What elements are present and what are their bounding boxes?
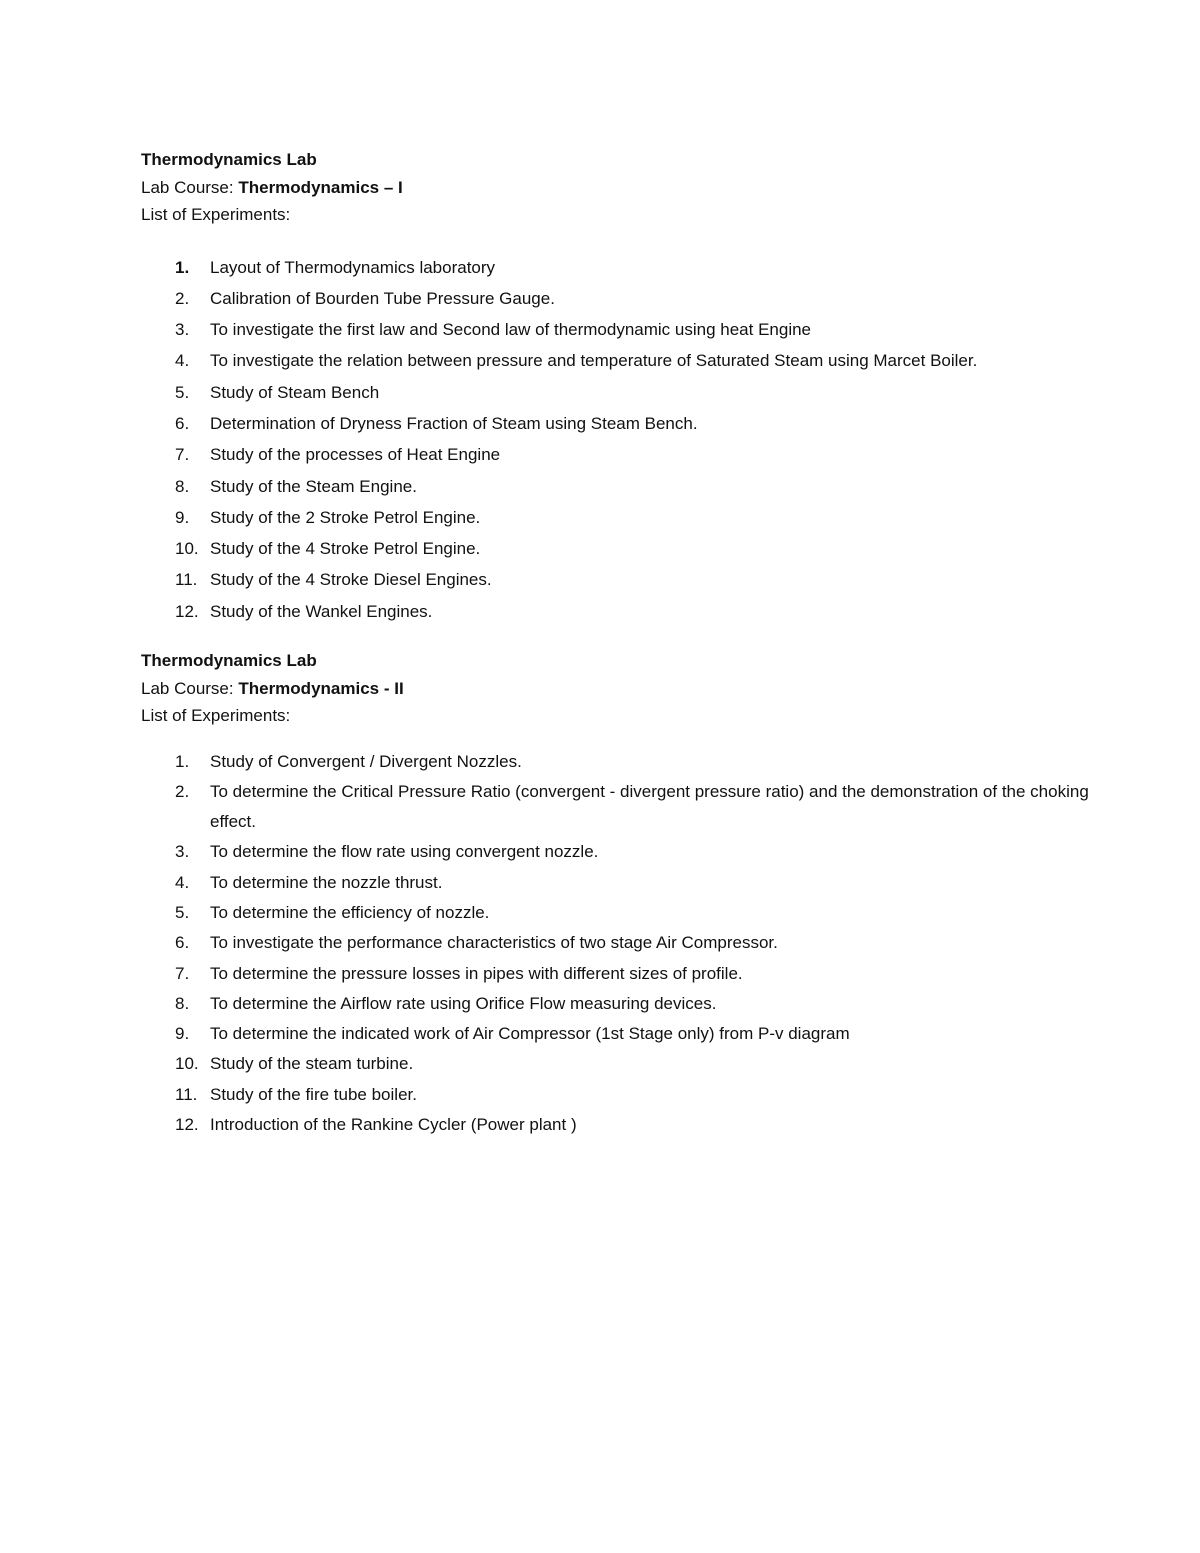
list-item <box>141 314 1101 345</box>
list-item <box>141 1110 1101 1140</box>
item-number: 5. <box>175 902 190 922</box>
item-number: 10. <box>175 1054 199 1074</box>
experiment-list <box>141 747 1101 1141</box>
list-item <box>141 596 1101 627</box>
section-thermodynamics-1 <box>141 146 1101 627</box>
list-item <box>141 928 1101 958</box>
item-number: 2. <box>175 288 190 308</box>
list-item <box>141 377 1101 408</box>
list-item <box>141 471 1101 502</box>
item-number: 7. <box>175 445 190 465</box>
item-text: To determine the efficiency of nozzle. <box>210 902 490 922</box>
list-item <box>141 564 1101 595</box>
course-label: Lab Course: <box>141 177 239 197</box>
item-number: 6. <box>175 413 190 433</box>
item-number: 1. <box>175 751 190 771</box>
list-item <box>141 1019 1101 1049</box>
list-item <box>141 898 1101 928</box>
item-text: To determine the flow rate using convergent nozzle. <box>210 842 599 862</box>
list-item <box>141 408 1101 439</box>
list-item <box>141 837 1101 867</box>
item-text: To determine the nozzle thrust. <box>210 872 443 892</box>
list-label: List of Experiments: <box>141 205 291 224</box>
section-heading: Thermodynamics Lab <box>141 651 317 670</box>
item-number: 9. <box>175 1024 190 1044</box>
item-text: To investigate the first law and Second law of thermodynamic using heat Engine <box>210 320 812 340</box>
list-item <box>141 252 1101 283</box>
item-number: 8. <box>175 993 190 1013</box>
list-item <box>141 1049 1101 1079</box>
course-name: Thermodynamics - II <box>238 678 404 698</box>
item-text: Study of the processes of Heat Engine <box>210 445 501 465</box>
item-number: 11. <box>175 1084 198 1104</box>
item-number: 5. <box>175 382 190 402</box>
item-text: Determination of Dryness Fraction of Steam using Steam Bench. <box>210 413 698 433</box>
item-text: Study of the 4 Stroke Diesel Engines. <box>210 570 492 590</box>
list-item <box>141 868 1101 898</box>
list-item <box>141 439 1101 470</box>
list-item <box>141 777 1101 838</box>
item-number: 4. <box>175 351 190 371</box>
item-number: 3. <box>175 320 190 340</box>
item-number: 1. <box>175 257 190 277</box>
list-label: List of Experiments: <box>141 706 291 725</box>
item-number: 10. <box>175 539 199 559</box>
item-text: Study of Steam Bench <box>210 382 380 402</box>
list-item <box>141 283 1101 314</box>
course-label: Lab Course: <box>141 678 239 698</box>
item-number: 9. <box>175 507 190 527</box>
section-heading: Thermodynamics Lab <box>141 150 317 169</box>
course-line <box>141 174 1101 202</box>
item-text: To investigate the relation between pressure and temperature of Saturated Steam using Marcet Boiler. <box>210 351 978 371</box>
item-text: Layout of Thermodynamics laboratory <box>210 257 496 277</box>
item-number: 12. <box>175 1115 199 1135</box>
list-item <box>141 533 1101 564</box>
item-text: Study of the Steam Engine. <box>210 476 417 496</box>
item-number: 11. <box>175 570 198 590</box>
item-number: 3. <box>175 842 190 862</box>
item-number: 8. <box>175 476 190 496</box>
list-item <box>141 1080 1101 1110</box>
list-item <box>141 502 1101 533</box>
list-item <box>141 989 1101 1019</box>
list-item <box>141 959 1101 989</box>
item-text: Study of the Wankel Engines. <box>210 601 433 621</box>
item-text: To determine the Critical Pressure Ratio (convergent - divergent pressure ratio) and the demonstration of the choking effect. <box>210 781 1089 832</box>
item-text: To investigate the performance characteristics of two stage Air Compressor. <box>210 933 778 953</box>
item-number: 6. <box>175 933 190 953</box>
item-number: 2. <box>175 781 190 801</box>
item-text: To determine the indicated work of Air Compressor (1st Stage only) from P-v diagram <box>210 1024 850 1044</box>
course-line <box>141 675 1101 703</box>
item-text: Study of the fire tube boiler. <box>210 1084 417 1104</box>
item-text: Study of the 2 Stroke Petrol Engine. <box>210 507 481 527</box>
item-number: 7. <box>175 963 190 983</box>
item-text: Study of the steam turbine. <box>210 1054 414 1074</box>
item-text: Calibration of Bourden Tube Pressure Gauge. <box>210 288 555 308</box>
item-number: 12. <box>175 601 199 621</box>
item-text: Study of Convergent / Divergent Nozzles. <box>210 751 522 771</box>
item-text: Introduction of the Rankine Cycler (Power plant ) <box>210 1115 577 1135</box>
list-item <box>141 747 1101 777</box>
item-text: To determine the Airflow rate using Orifice Flow measuring devices. <box>210 993 717 1013</box>
list-item <box>141 345 1101 376</box>
item-number: 4. <box>175 872 190 892</box>
experiment-list <box>141 252 1101 628</box>
course-name: Thermodynamics – I <box>238 177 403 197</box>
item-text: Study of the 4 Stroke Petrol Engine. <box>210 539 481 559</box>
item-text: To determine the pressure losses in pipes with different sizes of profile. <box>210 963 743 983</box>
section-thermodynamics-2 <box>141 647 1101 1140</box>
